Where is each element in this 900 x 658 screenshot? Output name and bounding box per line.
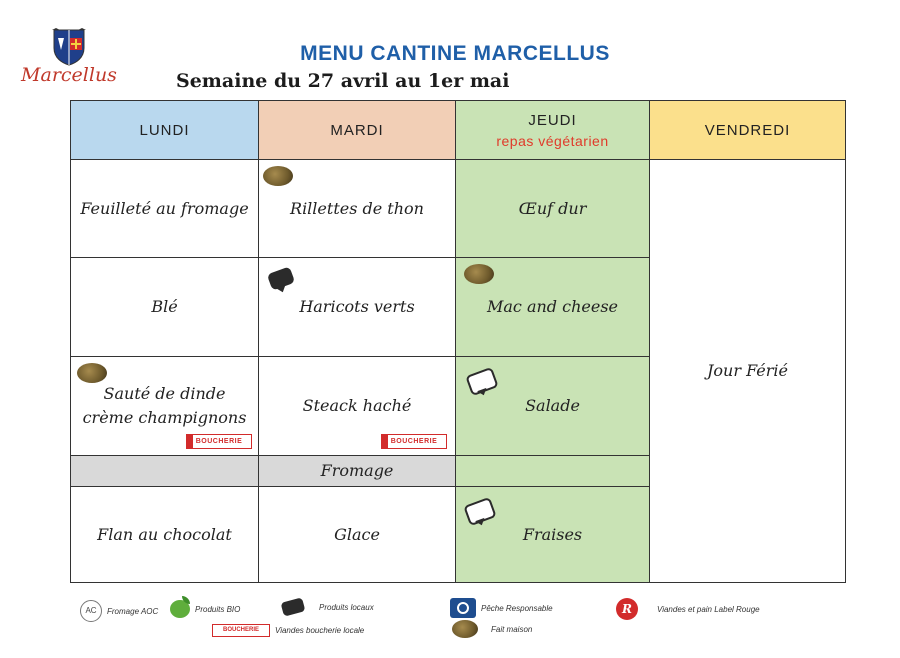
meal-mardi-fromage: Fromage [259, 456, 456, 487]
homemade-cookie-icon [77, 363, 107, 383]
school-logo [14, 28, 124, 90]
aoc-icon: AC [80, 600, 102, 622]
meal-lundi-accompagnement: Blé [71, 258, 259, 357]
meal-lundi-fromage [71, 456, 259, 487]
meal-jeudi-salade: Salade [456, 357, 650, 456]
legend [0, 592, 900, 658]
meal-mardi-dessert: Glace [259, 487, 456, 583]
legend-peche: Pêche Responsable [450, 598, 553, 618]
menu-table [70, 100, 846, 583]
week-subtitle: Semaine du 27 avril au 1er mai [176, 70, 510, 92]
header-vendredi: VENDREDI [650, 101, 846, 160]
homemade-cookie-icon [464, 264, 494, 284]
butcher-logo-icon: BOUCHERIE [212, 624, 270, 637]
label-rouge-icon: R [616, 598, 638, 620]
homemade-cookie-icon [452, 620, 478, 638]
legend-fait-maison: Fait maison [452, 620, 532, 638]
legend-aoc: AC Fromage AOC [80, 600, 158, 622]
fish-label-icon [450, 598, 476, 618]
header-jeudi: JEUDI repas végétarien [456, 101, 650, 160]
legend-boucherie: BOUCHERIE Viandes boucherie locale [212, 624, 364, 637]
meal-vendredi: Jour Férié [650, 160, 846, 583]
brand-name: Marcellus [21, 64, 117, 86]
meal-mardi-entree: Rillettes de thon [259, 160, 456, 258]
butcher-logo-icon: BOUCHERIE [381, 434, 447, 449]
vegetarian-note: repas végétarien [496, 132, 609, 149]
local-product-tag-icon [267, 266, 295, 290]
local-product-tag-icon [465, 367, 498, 396]
meal-lundi-plat: Sauté de dinde crème champignons BOUCHERIE [71, 357, 259, 456]
header-lundi: LUNDI [71, 101, 259, 160]
meal-mardi-plat: Steack haché BOUCHERIE [259, 357, 456, 456]
page-title: MENU CANTINE MARCELLUS [300, 42, 610, 65]
meal-lundi-dessert: Flan au chocolat [71, 487, 259, 583]
bio-leaf-icon [170, 600, 190, 618]
meal-jeudi-entree: Œuf dur [456, 160, 650, 258]
butcher-logo-icon: BOUCHERIE [186, 434, 252, 449]
local-product-tag-icon [281, 597, 306, 616]
meal-lundi-entree: Feuilleté au fromage [71, 160, 259, 258]
legend-bio: Produits BIO [170, 600, 240, 618]
meal-jeudi-dessert: Fraises [456, 487, 650, 583]
meal-mardi-accompagnement: Haricots verts [259, 258, 456, 357]
crest-icon [52, 28, 86, 66]
meal-jeudi-plat: Mac and cheese [456, 258, 650, 357]
legend-label-rouge: R Viandes et pain Label Rouge [616, 598, 760, 620]
header-mardi: MARDI [259, 101, 456, 160]
meal-jeudi-fromage [456, 456, 650, 487]
legend-locaux: Produits locaux [282, 600, 374, 614]
homemade-cookie-icon [263, 166, 293, 186]
